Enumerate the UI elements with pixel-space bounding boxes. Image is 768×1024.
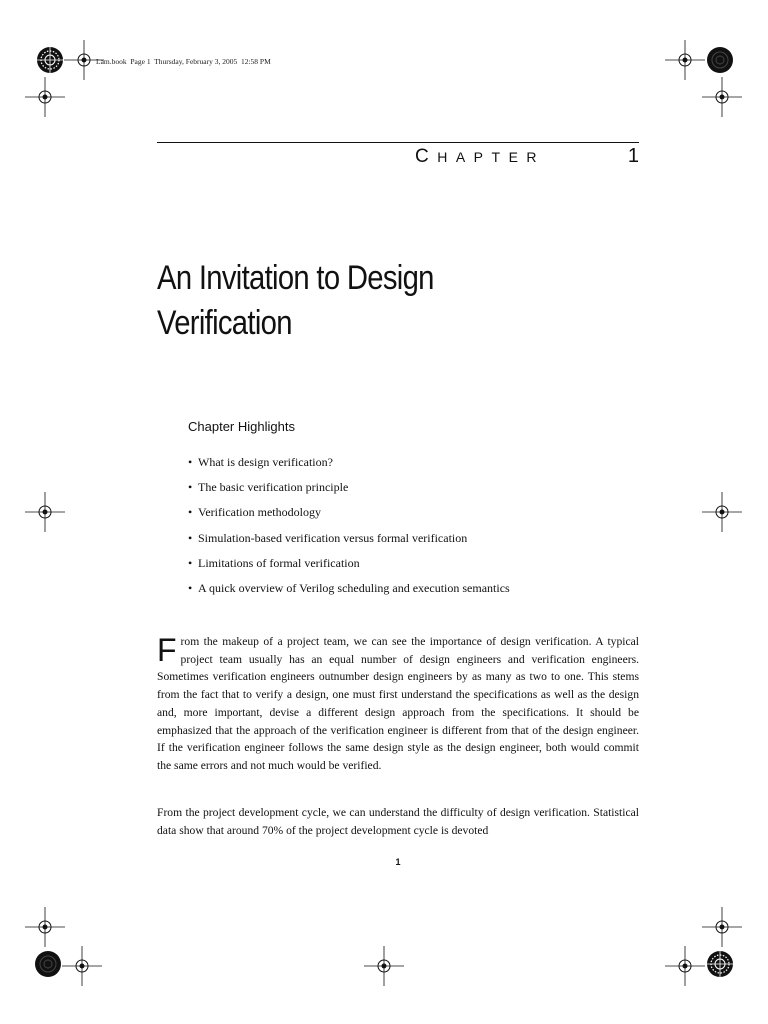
highlights-list [188, 455, 510, 606]
highlights-heading: Chapter Highlights [188, 419, 295, 434]
registration-mark-bottom-left-target [28, 944, 68, 984]
highlight-item-text: What is design verification? [198, 455, 333, 469]
bullet-icon: • [188, 480, 193, 495]
registration-mark-bottom-right-target [700, 944, 740, 984]
highlight-item-text: Limitations of formal verification [198, 555, 360, 570]
bullet-icon: • [188, 505, 193, 520]
highlight-item-text: Verification methodology [198, 505, 321, 520]
bullet-icon: • [188, 580, 193, 595]
body-paragraph-1 [157, 633, 639, 775]
chapter-word [415, 146, 545, 168]
highlight-item [188, 455, 510, 480]
highlight-item [188, 480, 510, 505]
chapter-word-initial: C [415, 146, 438, 167]
bullet-icon: • [188, 455, 193, 469]
crosshair-mark-top-right-lower [702, 77, 742, 117]
crosshair-mark-middle-left [25, 492, 65, 532]
highlight-item [188, 531, 510, 556]
crosshair-mark-bottom-right-upper [702, 907, 742, 947]
highlight-item [188, 505, 510, 530]
crosshair-mark-top-left-lower [25, 77, 65, 117]
highlight-item [188, 556, 510, 581]
highlight-item [188, 581, 510, 606]
chapter-rule [157, 142, 639, 143]
highlight-item-text: The basic verification principle [198, 480, 349, 495]
bullet-icon: • [188, 530, 193, 545]
registration-mark-top-left-target [30, 40, 70, 80]
highlight-item-text: A quick overview of Verilog scheduling and execution semantics [198, 580, 510, 595]
crosshair-mark-bottom-left-upper [25, 907, 65, 947]
chapter-number: 1 [627, 145, 639, 167]
bullet-icon: • [188, 555, 193, 570]
registration-mark-top-right-target [700, 40, 740, 80]
chapter-title-line-1: An Invitation to Design [157, 259, 434, 297]
chapter-word-rest: HAPTER [437, 149, 546, 165]
crosshair-mark-bottom-center [364, 946, 404, 986]
print-header-stamp: Lam.book Page 1 Thursday, February 3, 2005 12:58 PM [96, 57, 271, 66]
chapter-title [157, 256, 561, 346]
highlight-item-text: Simulation-based verification versus formal verification [198, 530, 468, 545]
drop-cap: F [157, 632, 177, 668]
chapter-title-line-2: Verification [157, 304, 292, 342]
crosshair-mark-middle-right [702, 492, 742, 532]
chapter-label [415, 145, 639, 168]
crosshair-mark-bottom-left [62, 946, 102, 986]
page-number: 1 [395, 857, 401, 867]
crosshair-mark-bottom-right [665, 946, 705, 986]
body-paragraph-1-text: rom the makeup of a project team, we can see the importance of design verification. A typical project team usually has an equal number of design engineers and verification engineers. Sometimes verification engineers outnumber design engineers by as many as two to one. This stems from the fact that to verify a design, one must first understand the specifications as well as the design and, more important, devise a different design approach from the specifications. It should be emphasized that the approach of the verification engineer is different from that of the design engineer. If the verification engineer follows the same design style as the design engineer, both would commit the same errors and not much would be verified. [157, 635, 639, 772]
crosshair-mark-top-right [665, 40, 705, 80]
body-paragraph-2: From the project development cycle, we can understand the difficulty of design verification. Statistical data show that around 70% of the project development cycle is devoted [157, 806, 639, 837]
